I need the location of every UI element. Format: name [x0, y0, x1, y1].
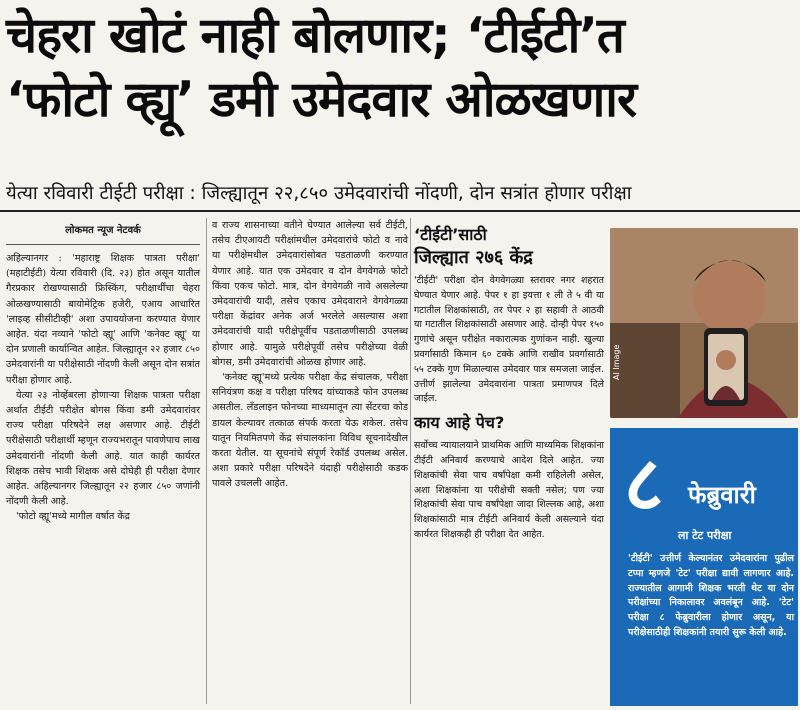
sidebar-title-1: ‘टीईटी’साठी [414, 225, 487, 244]
paragraph: अहिल्यानगर : 'महाराष्ट्र शिक्षक पात्रता परीक्षा' (महाटीईटी) येत्या रविवारी (दि. २३) होत असून यातील गैरप्रकार रोखण्यासाठी फ्रिस्किंग, परीक्षार्थींचा चेहरा ओळखण्यासाठी बायोमेट्रिक हजेरी, एआय आधारित 'लाइव्ह सीसीटीव्ही' अशा उपाययोजना करण्यात येणार आहेत. यंदा नव्याने 'फोटो व्ह्यू' आणि 'कनेक्ट व्ह्यू' या दोन प्रणाली कार्यान्वित आहेत. जिल्ह्यातून २२ हजार ८५० उमेदवारांनी या परीक्षेसाठी नोंदणी केली असून दोन सत्रांत परीक्षा होणार आहे. [6, 253, 200, 386]
paragraph: 'कनेक्ट व्ह्यू'मध्ये प्रत्येक परीक्षा केंद्र संचालक, परीक्षा सनियंत्रण कक्ष व परीक्षा परिषद यांच्याकडे फोन उपलब्ध असतील. लँडलाइन फोनच्या माध्यमातून त्या सेंटरचा कोड डायल केल्यावर तत्काळ संपर्क करता येऊ शकेल. तसेच यातून नियमितपणे केंद्र संचालकांना विविध सूचनादेखील करता येतील. या सूचनांचे संपूर्ण रेकॉर्ड उपलब्ध असेल. अशा प्रकारे परीक्षा परिषदेने यंदाही परीक्षेसाठी कडक पावले उचलली आहेत. [212, 372, 408, 490]
sidebar-column [414, 224, 604, 543]
divider-rule [0, 210, 800, 212]
article-column-1 [6, 218, 200, 525]
photo-caption: AI Image [612, 344, 621, 380]
date-box [610, 428, 798, 706]
date-number: ८ [624, 439, 664, 528]
subheadline: येत्या रविवारी टीईटी परीक्षा : जिल्ह्यातून २२,८५० उमेदवारांची नोंदणी, दोन सत्रांत होणार परीक्षा [6, 183, 632, 204]
date-month: फेब्रुवारी [688, 481, 756, 509]
headline [6, 4, 796, 132]
date-box-text: 'टीईटी' उत्तीर्ण केल्यानंतर उमेदवारांना पुढील टप्पा म्हणजे 'टेट' परीक्षा द्यावी लागणार आहे. राज्यातील आगामी शिक्षक भरती थेट या दोन परीक्षांच्या निकालावर अवलंबून आहे. 'टेट' परीक्षा ८ फेब्रुवारीला होणार असून, या परीक्षेसाठीही शिक्षकांनी तयारी सुरू केली आहे. [628, 553, 794, 638]
sidebar-paragraph: 'टीईटी' परीक्षा दोन वेगवेगळ्या स्तरावर नगर शहरात घेण्यात येणार आहे. पेपर १ हा इयत्ता १ ली ते ५ वी या गटातील शिक्षकांसाठी, तर पेपर २ हा सहावी ते आठवी या गटातील शिक्षकांसाठी असणार आहे. दोन्ही पेपर १५० गुणांचे असून परीक्षेत नकारात्मक गुणांकन नाही. खुल्या प्रवर्गासाठी किमान ६० टक्के आणि राखीव प्रवर्गासाठी ५५ टक्के गुण मिळाल्यास उमेदवार पात्र समजला जाईल. उत्तीर्ण झालेल्या उमेदवारांना पात्रता प्रमाणपत्र दिले जाईल. [414, 275, 604, 405]
ai-photo [610, 228, 798, 418]
headline-line-2: ‘फोटो व्ह्यू’ डमी उमेदवार ओळखणार [6, 71, 637, 128]
column-divider [206, 218, 207, 704]
sidebar-heading: काय आहे पेच? [414, 413, 505, 433]
byline: लोकमत न्यूज नेटवर्क [6, 218, 200, 245]
sidebar-title-2: जिल्ह्यात २७६ केंद्र [414, 247, 533, 268]
article-column-2 [212, 218, 408, 492]
date-subtitle: ला टेट परीक्षा [678, 529, 732, 542]
paragraph: व राज्य शासनाच्या वतीने घेण्यात आलेल्या सर्व टीईटी, तसेच टीएआयटी परीक्षांमधील उमेदवारांचे फोटो व नावे या परीक्षेमधील उमेदवारांसोबत पडताळणी करण्यात येणार आहे. यात एक उमेदवार व दोन वेगवेगळे फोटो किंवा एकच फोटो. मात्र, दोन वेगवेगळी नावे असलेल्या उमेदवारांची यादी, तसेच एकाच उमेदवाराने वेगवेगळ्या परीक्षा केंद्रांवर अनेक अर्ज भरलेले असल्यास अशा उमेदवारांची यादी परीक्षेपूर्वीच पडताळणीसाठी उपलब्ध होणार आहे. यामुळे परीक्षेपूर्वी तसेच परीक्षेच्या वेळी बोगस, डमी उमेदवारांची ओळख होणार आहे. [212, 220, 408, 368]
sidebar-paragraph: सर्वोच्च न्यायालयाने प्राथमिक आणि माध्यमिक शिक्षकांना टीईटी अनिवार्य करण्याचे आदेश दिले आहेत. ज्या शिक्षकांची सेवा पाच वर्षांपेक्षा कमी राहिलेली असेल, अशा शिक्षकांना या परीक्षेची सक्ती नसेल; पण ज्या शिक्षकांची सेवा पाच वर्षांपेक्षा जादा शिल्लक आहे, अशा शिक्षकांसाठी मात्र टीईटी अनिवार्य केली असल्याने यंदा कार्यरत शिक्षकही ही परीक्षा देत आहेत. [414, 440, 604, 540]
paragraph: येत्या २३ नोव्हेंबरला होणाऱ्या शिक्षक पात्रता परीक्षा अर्थात टीईटी परीक्षेत बोगस किंवा डमी उमेदवारांवर राज्य परीक्षा परिषदेने लक्ष असणार आहे. टीईटी परीक्षेसाठी परीक्षार्थी म्हणून राज्यभरातून पावणेपाच लाख उमेदवारांनी नोंदणी केली आहे. यात काही कार्यरत शिक्षक तसेच भावी शिक्षक असे दोघेही ही परीक्षा देणार आहेत. अहिल्यानगर जिल्ह्यातून २२ हजार ८५० जणांनी नोंदणी केली आहे. [6, 389, 200, 508]
column-divider [410, 218, 411, 704]
headline-line-1: चेहरा खोटं नाही बोलणार; ‘टीईटी’त [6, 7, 624, 64]
paragraph: 'फोटो व्ह्यू'मध्ये मागील वर्षात केंद्र [16, 511, 130, 523]
